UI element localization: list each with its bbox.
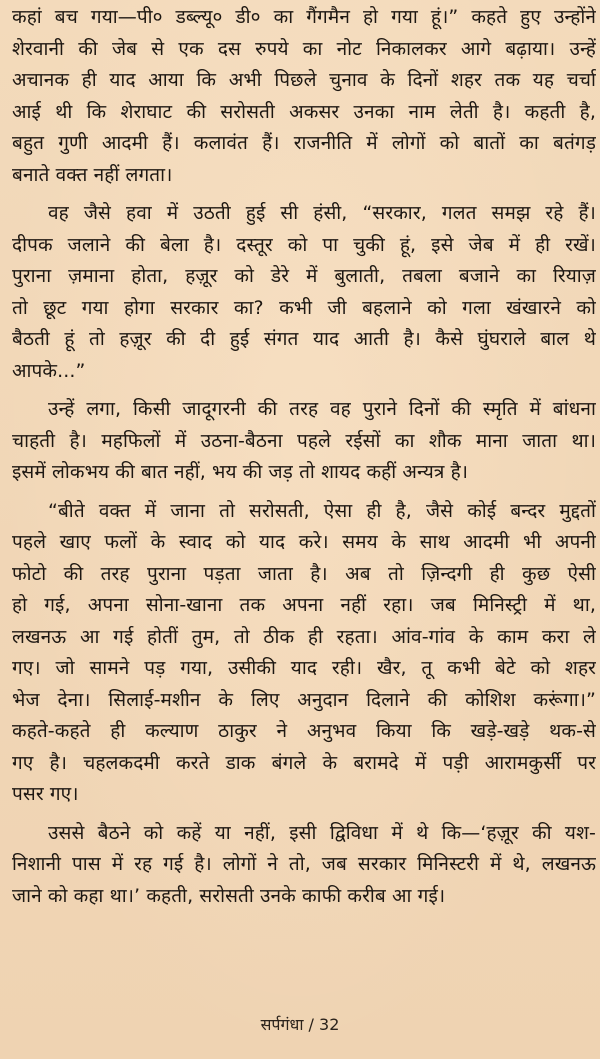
text-line: उन्हें लगा, किसी जादूगरनी की तरह वह पुराने दिनों की स्मृति में बांधना [48, 398, 596, 420]
text-line: “बीते वक्त में जाना तो सरोसती, ऐसा ही है, जैसे कोई बन्दर मुद्दतों [48, 499, 596, 522]
text-line: निशानी पास में रह गई है। लोगों ने तो, जब सरकार मिनिस्टरी में थे, लखनऊ [12, 853, 596, 875]
text-line: अचानक ही याद आया कि अभी पिछले चुनाव के दिनों शहर तक यह चर्चा [12, 69, 596, 91]
paragraph-gap [12, 387, 596, 394]
paragraph-gap [12, 191, 596, 198]
text-line: पसर गए। [12, 783, 79, 805]
paragraph-p1 [12, 2, 596, 191]
text-line: भेज देना। सिलाई-मशीन के लिए अनुदान दिलाने की कोशिश करूंगा।” [12, 688, 596, 711]
text-line: लखनऊ आ गई होतीं तुम, तो ठीक ही रहता। आंव-गांव के काम करा ले [12, 625, 596, 648]
text-line: वह जैसे हवा में उठती हुई सी हंसी, “सरकार, गलत समझ रहे हैं। [48, 202, 596, 224]
text-line: आई थी कि शेराघाट की सरोसती अकसर उनका नाम लेती है। कहती है, [12, 100, 596, 123]
text-line: जाने को कहा था।’ कहती, सरोसती उनके काफी करीब आ गई। [12, 884, 446, 907]
text-line: चाहती है। महफिलों में उठना-बैठना पहले रईसों का शौक माना जाता था। [12, 429, 596, 452]
paragraph-p3 [12, 394, 596, 489]
text-line: दीपक जलाने की बेला है। दस्तूर को पा चुकी हूं, इसे जेब में ही रखें। [12, 233, 596, 256]
text-line: बहुत गुणी आदमी हैं। कलावंत हैं। राजनीति में लोगों को बातों का बतंगड़ [12, 132, 596, 154]
text-line: पहले खाए फलों के स्वाद को याद करे। समय के साथ आदमी भी अपनी [12, 531, 596, 553]
text-line: बैठती हूं तो हज़ूर की दी हुई संगत याद आती है। कैसे घुंघराले बाल थे [12, 328, 596, 350]
paragraph-gap [12, 811, 596, 818]
text-line: आपके...” [12, 359, 86, 382]
page-footer: सर्पगंधा / 32 [260, 1015, 340, 1034]
text-line: पुराना ज़माना होता, हज़ूर को डेरे में बुलाती, तबला बजाने का रियाज़ [12, 265, 596, 287]
text-line: बनाते वक्त नहीं लगता। [12, 163, 173, 186]
text-line: गए है। चहलकदमी करते डाक बंगले के बरामदे में पड़ी आरामकुर्सी पर [12, 751, 596, 774]
text-line: कहां बच गया—पी० डब्ल्यू० डी० का गैंगमैन हो गया हूं।” कहते हुए उन्होंने [12, 6, 596, 28]
paragraph-p4 [12, 496, 596, 811]
text-line: हो गई, अपना सोना-खाना तक अपना नहीं रहा। जब मिनिस्ट्री में था, [12, 594, 596, 616]
paragraph-p2 [12, 198, 596, 387]
body-text [12, 2, 596, 912]
paragraph-gap [12, 489, 596, 496]
text-line: उससे बैठने को कहें या नहीं, इसी द्विविधा में थे कि—‘हज़ूर की यश- [48, 821, 596, 844]
text-line: गए। जो सामने पड़ गया, उसीकी याद रही। खैर, तू कभी बेटे को शहर [12, 657, 596, 679]
paragraph-p5 [12, 818, 596, 913]
text-line: इसमें लोकभय की बात नहीं, भय की जड़ तो शायद कहीं अन्यत्र है। [12, 461, 469, 483]
text-line: तो छूट गया होगा सरकार का? कभी जी बहलाने को गला खंखारने को [12, 296, 596, 319]
text-line: फोटो की तरह पुराना पड़ता जाता है। अब तो ज़िन्दगी ही कुछ ऐसी [12, 562, 596, 585]
text-line: शेरवानी की जेब से एक दस रुपये का नोट निकालकर आगे बढ़ाया। उन्हें [12, 37, 596, 60]
text-line: कहते-कहते ही कल्याण ठाकुर ने अनुभव किया कि खड़े-खड़े थक-से [12, 720, 596, 742]
